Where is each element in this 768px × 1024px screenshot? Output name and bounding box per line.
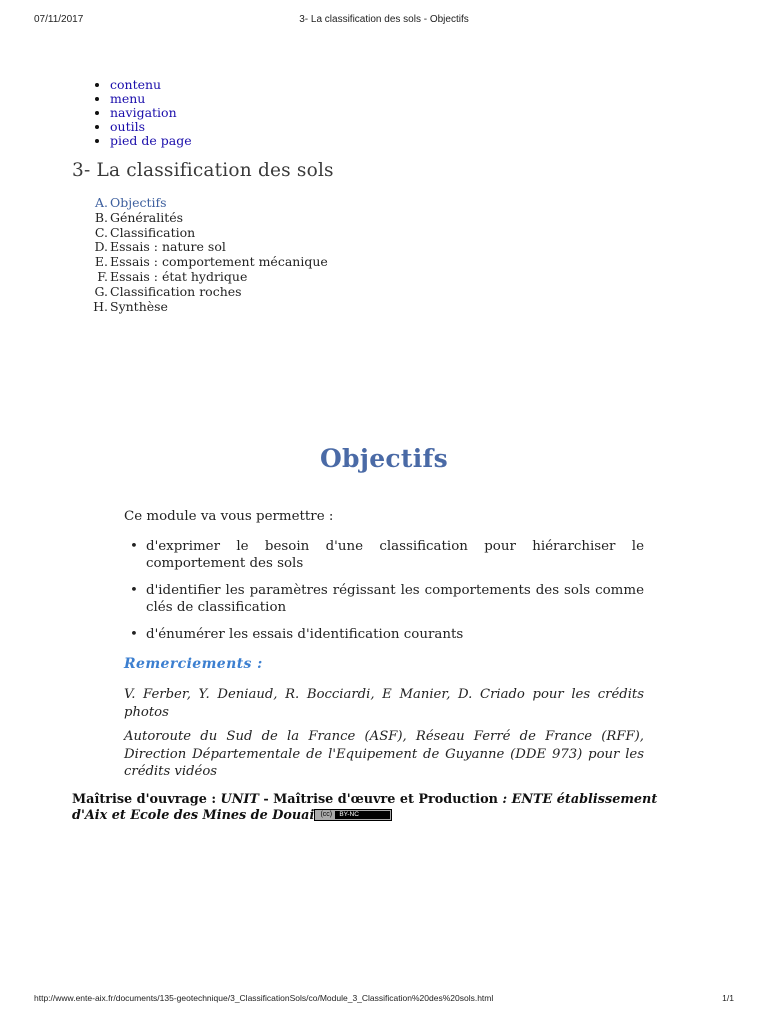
toc-letter: F.: [97, 268, 108, 284]
skip-link-menu[interactable]: menu: [110, 91, 146, 106]
toc-item-essais-comportement-mecanique[interactable]: [94, 254, 328, 270]
print-page-number: 1/1: [722, 993, 734, 1003]
toc-item-essais-etat-hydrique[interactable]: [97, 268, 328, 285]
toc-item-synthese[interactable]: [93, 298, 328, 315]
skip-links: [92, 78, 192, 148]
toc-label: Synthèse: [110, 298, 168, 314]
production-name: : ENTE établissement d'Aix et: [72, 792, 658, 823]
toc-item-essais-nature-sol[interactable]: [94, 239, 328, 255]
toc-letter: H.: [93, 298, 108, 314]
skip-link-outils[interactable]: outils: [110, 119, 146, 134]
photo-credits: V. Ferber, Y. Deniaud, R. Bocciardi, E Manier, D. Criado pour les crédits photos: [124, 687, 644, 720]
print-page-title: 3- La classification des sols - Objectifs: [299, 14, 469, 25]
school-name: Ecole des Mines de Douai: [130, 807, 315, 823]
creative-commons-license-badge[interactable]: [314, 809, 392, 821]
print-url: http://www.ente-aix.fr/documents/135-geotechnique/3_ClassificationSols/co/Module_3_Classification%20des%20sols.html: [34, 993, 494, 1003]
video-credits: Autoroute du Sud de la France (ASF), Réseau Ferré de France (RFF), Direction Départementale de l'Equipement de Guyanne (DDE 973) pour les crédits vidéos: [124, 729, 644, 779]
toc-label: Essais : comportement mécanique: [110, 254, 328, 270]
objectives-list: [124, 538, 644, 643]
toc-item-classification[interactable]: [94, 224, 328, 241]
cc-icon: (cc): [320, 810, 333, 818]
skip-link-item: [110, 78, 192, 92]
bullet-icon: •: [130, 583, 138, 598]
production-label: - Maîtrise d'œuvre et Production: [258, 792, 503, 807]
toc-item-objectifs[interactable]: [94, 195, 328, 211]
toc-letter: C.: [94, 224, 108, 240]
footer-credit: [72, 792, 682, 823]
owner-name: UNIT: [220, 792, 259, 807]
toc-label: Objectifs: [110, 195, 167, 210]
objective-item: [130, 582, 644, 616]
toc-letter: A.: [94, 195, 108, 210]
toc-item-generalites[interactable]: [94, 209, 328, 226]
objective-text: d'identifier les paramètres régissant les comportements des sols comme clés de classification: [146, 583, 644, 615]
objective-item: [130, 626, 644, 643]
section-heading: Objectifs: [319, 444, 448, 473]
toc-label: Essais : nature sol: [110, 239, 226, 255]
toc-label: Généralités: [110, 209, 184, 225]
objectives-content: [124, 508, 644, 653]
skip-link-navigation[interactable]: navigation: [110, 105, 177, 120]
toc-letter: G.: [94, 283, 108, 299]
objective-text: d'exprimer le besoin d'une classification pour hiérarchiser le comportement des sols: [146, 539, 644, 571]
objective-text: d'énumérer les essais d'identification courants: [146, 627, 464, 642]
bullet-icon: •: [130, 539, 138, 554]
toc-item-classification-roches[interactable]: [94, 283, 328, 300]
module-title: 3- La classification des sols: [72, 160, 334, 181]
toc-letter: D.: [94, 239, 108, 255]
owner-label: Maîtrise d'ouvrage :: [72, 792, 221, 807]
thanks-heading: Remerciements :: [124, 656, 263, 672]
toc-letter: B.: [94, 209, 108, 225]
objective-item: [130, 538, 644, 572]
license-terms: BY-NC: [335, 811, 390, 819]
skip-link-item: [110, 134, 192, 148]
credits-block: [124, 686, 644, 788]
print-footer: [34, 993, 734, 1007]
skip-link-item: [110, 106, 192, 120]
toc-label: Essais : état hydrique: [110, 268, 248, 284]
toc-letter: E.: [94, 254, 108, 270]
skip-link-item: [110, 92, 192, 106]
skip-link-contenu[interactable]: contenu: [110, 77, 162, 92]
print-header: [34, 14, 734, 28]
print-date: 07/11/2017: [34, 14, 84, 25]
toc-label: Classification: [110, 224, 196, 240]
table-of-contents: [93, 195, 328, 314]
bullet-icon: •: [130, 627, 138, 642]
skip-link-item: [110, 120, 192, 134]
toc-label: Classification roches: [110, 283, 242, 299]
intro-text: Ce module va vous permettre :: [124, 509, 334, 524]
skip-link-pied-de-page[interactable]: pied de page: [110, 133, 192, 148]
